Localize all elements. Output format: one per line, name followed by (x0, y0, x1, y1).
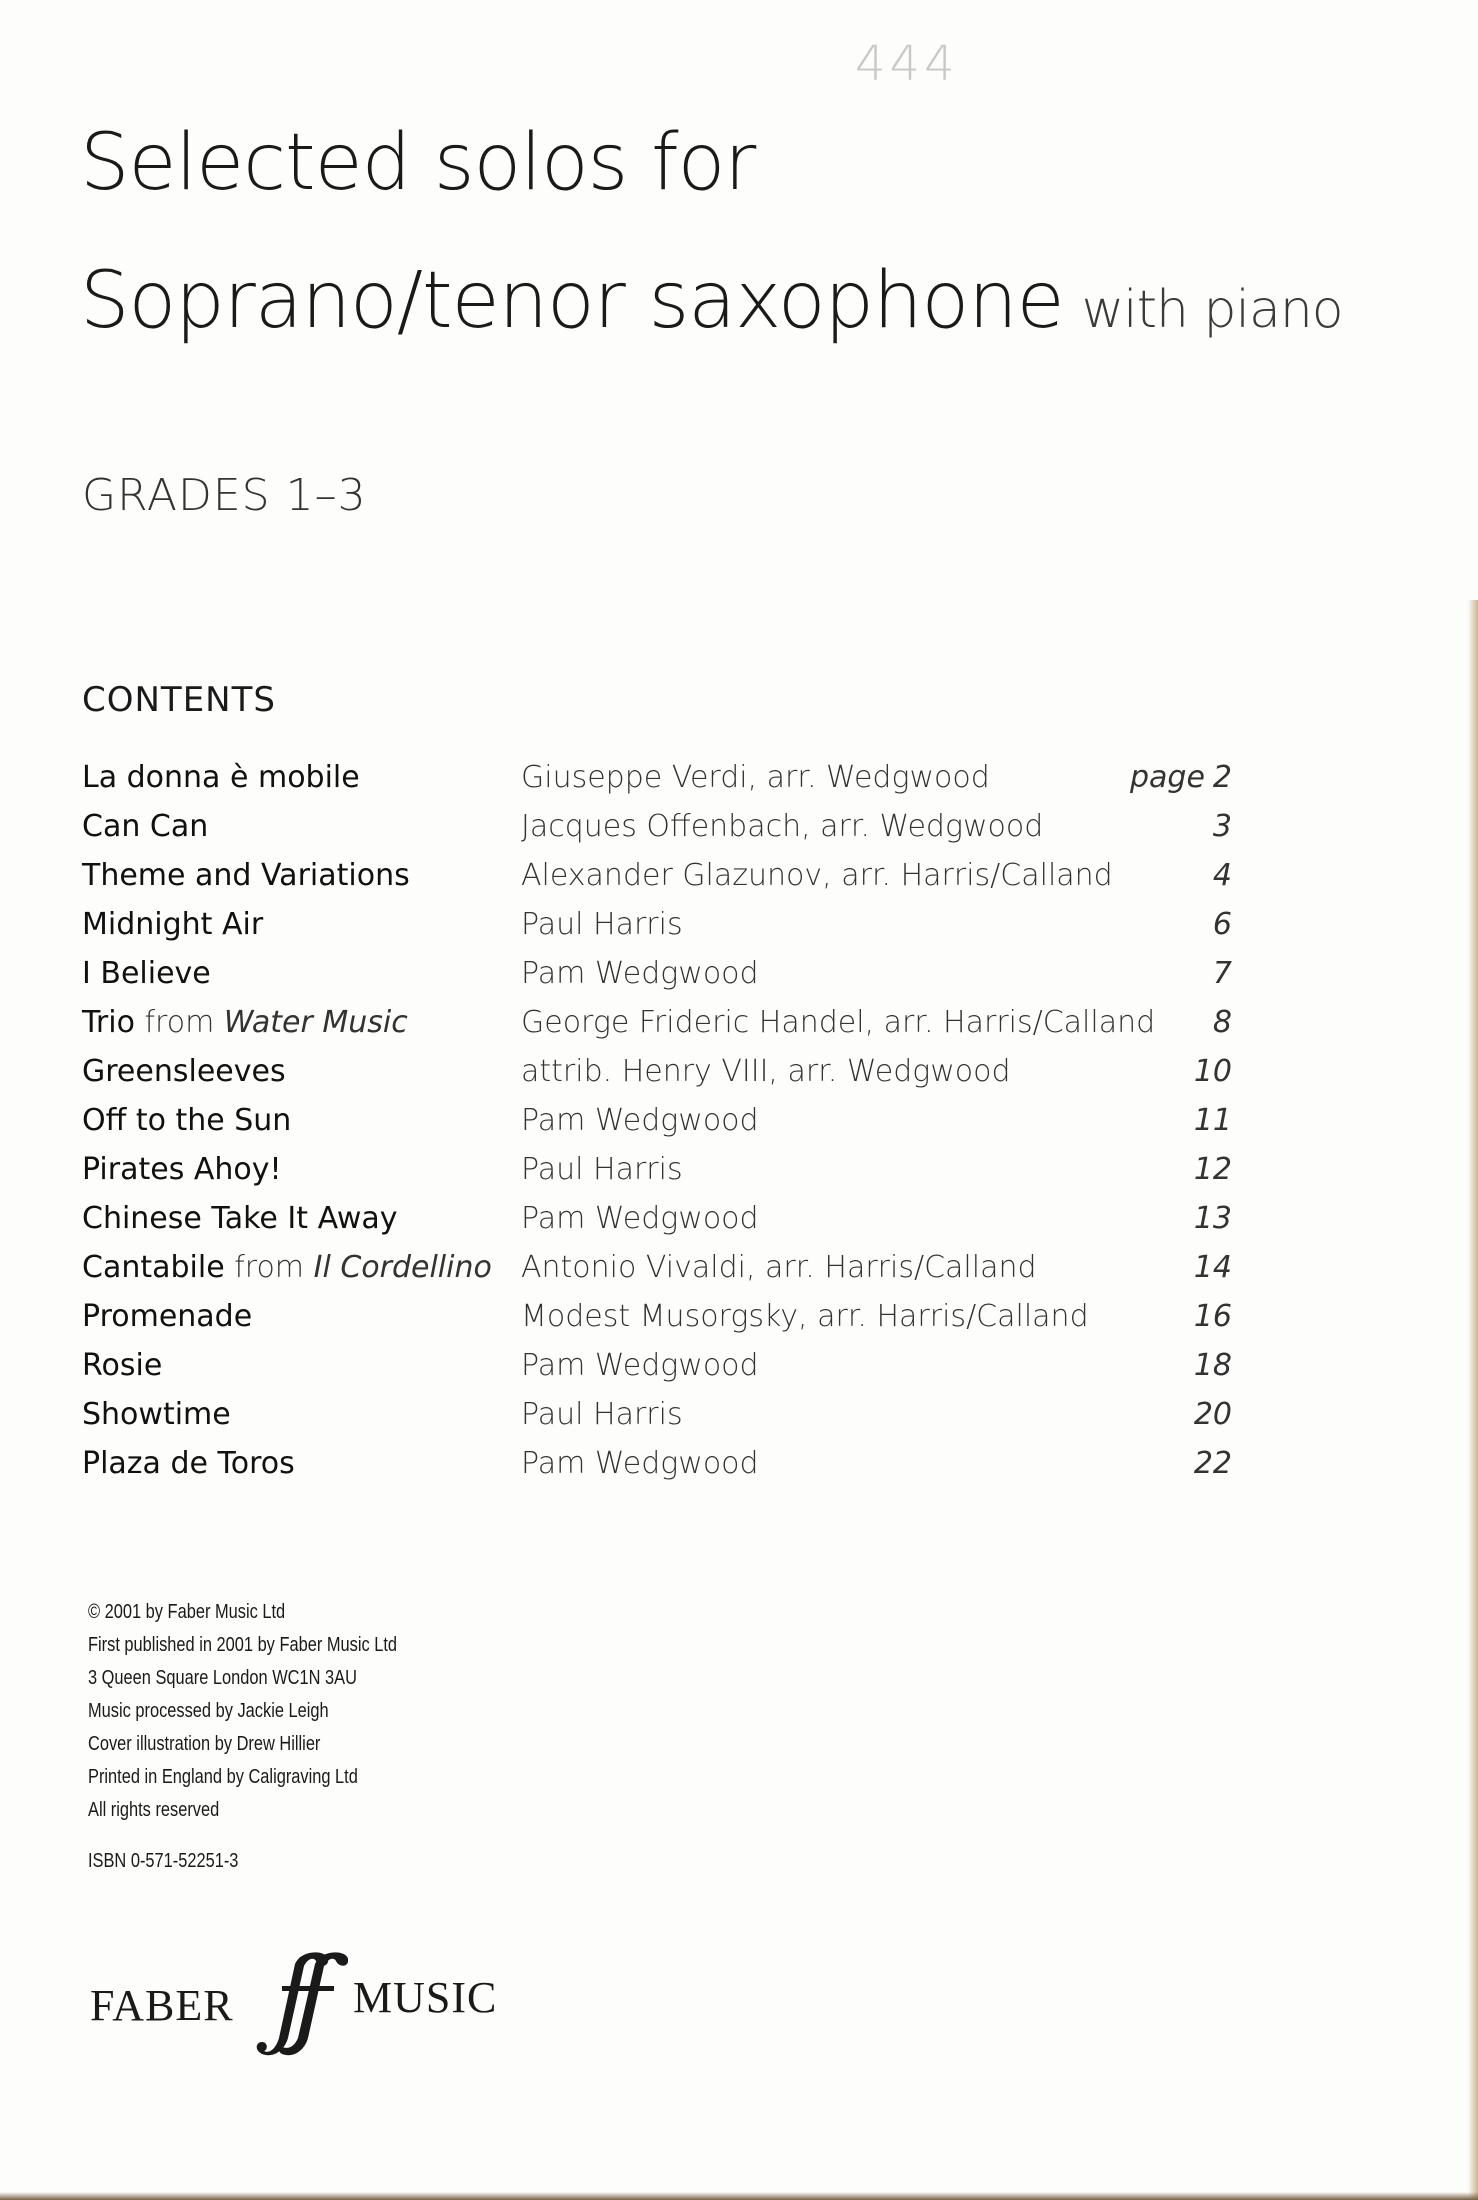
piece-title-text: Showtime (82, 1397, 231, 1432)
piece-composer: Pam Wedgwood (521, 1348, 759, 1383)
page-number: 10 (1193, 1054, 1232, 1089)
title-line-2 (80, 256, 1343, 346)
piece-title-text: Promenade (82, 1299, 253, 1334)
piece-composer: Pam Wedgwood (521, 956, 759, 991)
piece-title (82, 760, 360, 795)
piece-composer: Antonio Vivaldi, arr. Harris/Calland (521, 1250, 1037, 1285)
piece-source-prefix: from (144, 1005, 215, 1040)
piece-composer: George Frideric Handel, arr. Harris/Calland (521, 1005, 1156, 1040)
contents-row (82, 858, 1262, 907)
contents-row (82, 1397, 1262, 1446)
contents-heading: CONTENTS (82, 680, 276, 720)
piece-composer: Pam Wedgwood (521, 1446, 759, 1481)
piece-source-work: Water Music (223, 1005, 408, 1040)
page-number: 11 (1193, 1103, 1232, 1138)
imprint-block (88, 1596, 397, 1827)
logo-word-music: MUSIC (353, 1973, 498, 2022)
piece-page (1213, 956, 1232, 991)
piece-page (1194, 1152, 1232, 1187)
piece-title (82, 1397, 231, 1432)
contents-row (82, 907, 1262, 956)
piece-composer: Pam Wedgwood (521, 1103, 759, 1138)
page-word: page (1129, 760, 1205, 795)
piece-title-text: Off to the Sun (82, 1103, 292, 1138)
grades-label: GRADES 1–3 (82, 470, 367, 521)
page-number: 7 (1212, 956, 1232, 991)
title-line-1: Selected solos for (80, 118, 756, 208)
piece-title (82, 809, 208, 844)
contents-row (82, 1152, 1262, 1201)
piece-title-text: Greensleeves (82, 1054, 286, 1089)
page-number: 8 (1212, 1005, 1232, 1040)
piece-composer: Pam Wedgwood (521, 1201, 759, 1236)
paper-bottom-edge (0, 2192, 1478, 2200)
piece-page (1194, 1348, 1232, 1383)
piece-page (1194, 1103, 1232, 1138)
piece-source-prefix: from (234, 1250, 305, 1285)
piece-title-text: Cantabile (82, 1250, 225, 1285)
piece-title-text: Pirates Ahoy! (82, 1152, 282, 1187)
page-number: 2 (1212, 760, 1232, 795)
piece-composer: Paul Harris (521, 907, 683, 942)
pencil-annotation: 444 (855, 36, 959, 92)
page-number: 13 (1193, 1201, 1232, 1236)
piece-page (1194, 1299, 1232, 1334)
piece-page (1194, 1250, 1232, 1285)
imprint-line: Printed in England by Caligraving Ltd (88, 1766, 358, 1788)
piece-title (82, 1446, 295, 1481)
imprint-line: 3 Queen Square London WC1N 3AU (88, 1667, 357, 1689)
contents-row (82, 1348, 1262, 1397)
piece-source (135, 1005, 408, 1040)
piece-source (225, 1250, 492, 1285)
piece-title (82, 907, 263, 942)
page-number: 16 (1193, 1299, 1232, 1334)
imprint-line: Music processed by Jackie Leigh (88, 1700, 329, 1722)
page-number: 18 (1193, 1348, 1232, 1383)
piece-page (1130, 760, 1232, 795)
page-number: 22 (1193, 1446, 1232, 1481)
piece-page (1194, 1054, 1232, 1089)
piece-title-text: La donna è mobile (82, 760, 360, 795)
piece-composer: Giuseppe Verdi, arr. Wedgwood (521, 760, 990, 795)
page-number: 12 (1193, 1152, 1232, 1187)
piece-title-text: Theme and Variations (82, 858, 410, 893)
imprint-line: First published in 2001 by Faber Music Ltd (88, 1634, 398, 1656)
imprint-line: Cover illustration by Drew Hillier (88, 1733, 321, 1755)
contents-row (82, 1103, 1262, 1152)
piece-composer: Modest Musorgsky, arr. Harris/Calland (521, 1299, 1089, 1334)
paper-edge-shadow (1468, 600, 1478, 2200)
contents-row (82, 956, 1262, 1005)
piece-title-text: Rosie (82, 1348, 163, 1383)
ff-logo-icon (248, 1950, 348, 2060)
faber-music-logo (88, 1950, 528, 2060)
piece-title (82, 1348, 162, 1383)
piece-title-text: Chinese Take It Away (82, 1201, 398, 1236)
page-number: 14 (1193, 1250, 1232, 1285)
title-instrument: Soprano/tenor saxophone (80, 256, 1064, 346)
piece-title-text: I Believe (82, 956, 211, 991)
piece-title (82, 1005, 408, 1040)
piece-title (82, 858, 410, 893)
contents-list (82, 760, 1262, 1495)
contents-row (82, 1299, 1262, 1348)
piece-title-text: Midnight Air (82, 907, 264, 942)
contents-row (82, 760, 1262, 809)
piece-page (1194, 1446, 1232, 1481)
piece-composer: attrib. Henry VIII, arr. Wedgwood (521, 1054, 1011, 1089)
piece-page (1213, 1005, 1232, 1040)
piece-source-work: Il Cordellino (313, 1250, 492, 1285)
imprint-line: All rights reserved (88, 1799, 220, 1821)
piece-title (82, 1054, 286, 1089)
piece-page (1213, 858, 1232, 893)
piece-title (82, 1103, 291, 1138)
piece-title (82, 1250, 492, 1285)
title-subtitle: with piano (1081, 280, 1343, 340)
contents-row (82, 1201, 1262, 1250)
piece-composer: Paul Harris (521, 1397, 683, 1432)
piece-page (1213, 809, 1232, 844)
imprint-line: © 2001 by Faber Music Ltd (88, 1601, 286, 1623)
page-number: 6 (1212, 907, 1232, 942)
contents-row (82, 809, 1262, 858)
piece-title (82, 1201, 398, 1236)
piece-page (1194, 1397, 1232, 1432)
logo-word-faber: FABER (90, 1981, 234, 2030)
page-number: 3 (1212, 809, 1232, 844)
page-number: 20 (1193, 1397, 1232, 1432)
piece-title (82, 956, 211, 991)
piece-title (82, 1152, 282, 1187)
piece-title-text: Can Can (82, 809, 209, 844)
piece-composer: Alexander Glazunov, arr. Harris/Calland (521, 858, 1113, 893)
piece-composer: Paul Harris (521, 1152, 683, 1187)
piece-page (1194, 1201, 1232, 1236)
contents-row (82, 1446, 1262, 1495)
page-number: 4 (1212, 858, 1232, 893)
piece-page (1213, 907, 1232, 942)
contents-row (82, 1054, 1262, 1103)
contents-row (82, 1250, 1262, 1299)
piece-title-text: Trio (82, 1005, 135, 1040)
isbn: ISBN 0-571-52251-3 (88, 1850, 239, 1872)
piece-title (82, 1299, 252, 1334)
piece-composer: Jacques Offenbach, arr. Wedgwood (521, 809, 1044, 844)
contents-row (82, 1005, 1262, 1054)
piece-title-text: Plaza de Toros (82, 1446, 295, 1481)
